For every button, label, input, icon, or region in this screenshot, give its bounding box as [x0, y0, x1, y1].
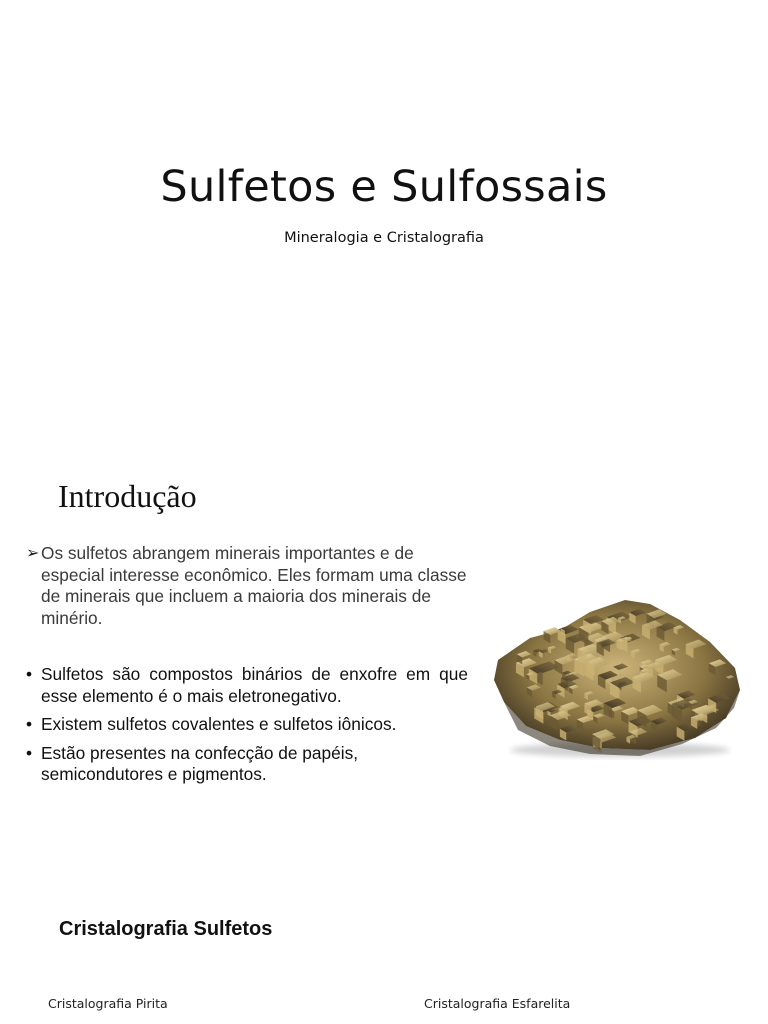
intro-heading: Introdução: [58, 478, 197, 514]
caption-sphalerite: Cristalografia Esfarelita: [424, 996, 571, 1011]
crystallography-heading: Cristalografia Sulfetos: [59, 918, 273, 940]
slide-subtitle: Mineralogia e Cristalografia: [284, 230, 484, 246]
bullet-text: Existem sulfetos covalentes e sulfetos iônicos.: [41, 714, 397, 734]
arrow-bullet-icon: ➢: [26, 545, 40, 562]
bullet-text: Sulfetos são compostos binários de enxofre em que esse elemento é o mais eletronegativo.: [41, 664, 468, 706]
bullet-dot-icon: •: [26, 664, 33, 684]
list-item: [26, 714, 468, 736]
intro-arrow-text: Os sulfetos abrangem minerais importantes e de especial interesse econômico. Eles formam uma classe de minerais que incluem a maioria dos minerais de minério.: [41, 543, 467, 628]
bullet-dot-icon: •: [26, 714, 33, 734]
slide-title: Sulfetos e Sulfossais: [160, 162, 608, 212]
list-item: [26, 743, 468, 786]
list-item: [26, 664, 468, 707]
bullet-text: Estão presentes na confecção de papéis, semicondutores e pigmentos.: [41, 742, 359, 784]
caption-pyrite: Cristalografia Pirita: [48, 996, 168, 1011]
intro-bullet-list: [26, 664, 468, 793]
intro-arrow-paragraph: [26, 543, 471, 629]
pyrite-mineral-image: [490, 590, 746, 760]
bullet-dot-icon: •: [26, 742, 33, 763]
